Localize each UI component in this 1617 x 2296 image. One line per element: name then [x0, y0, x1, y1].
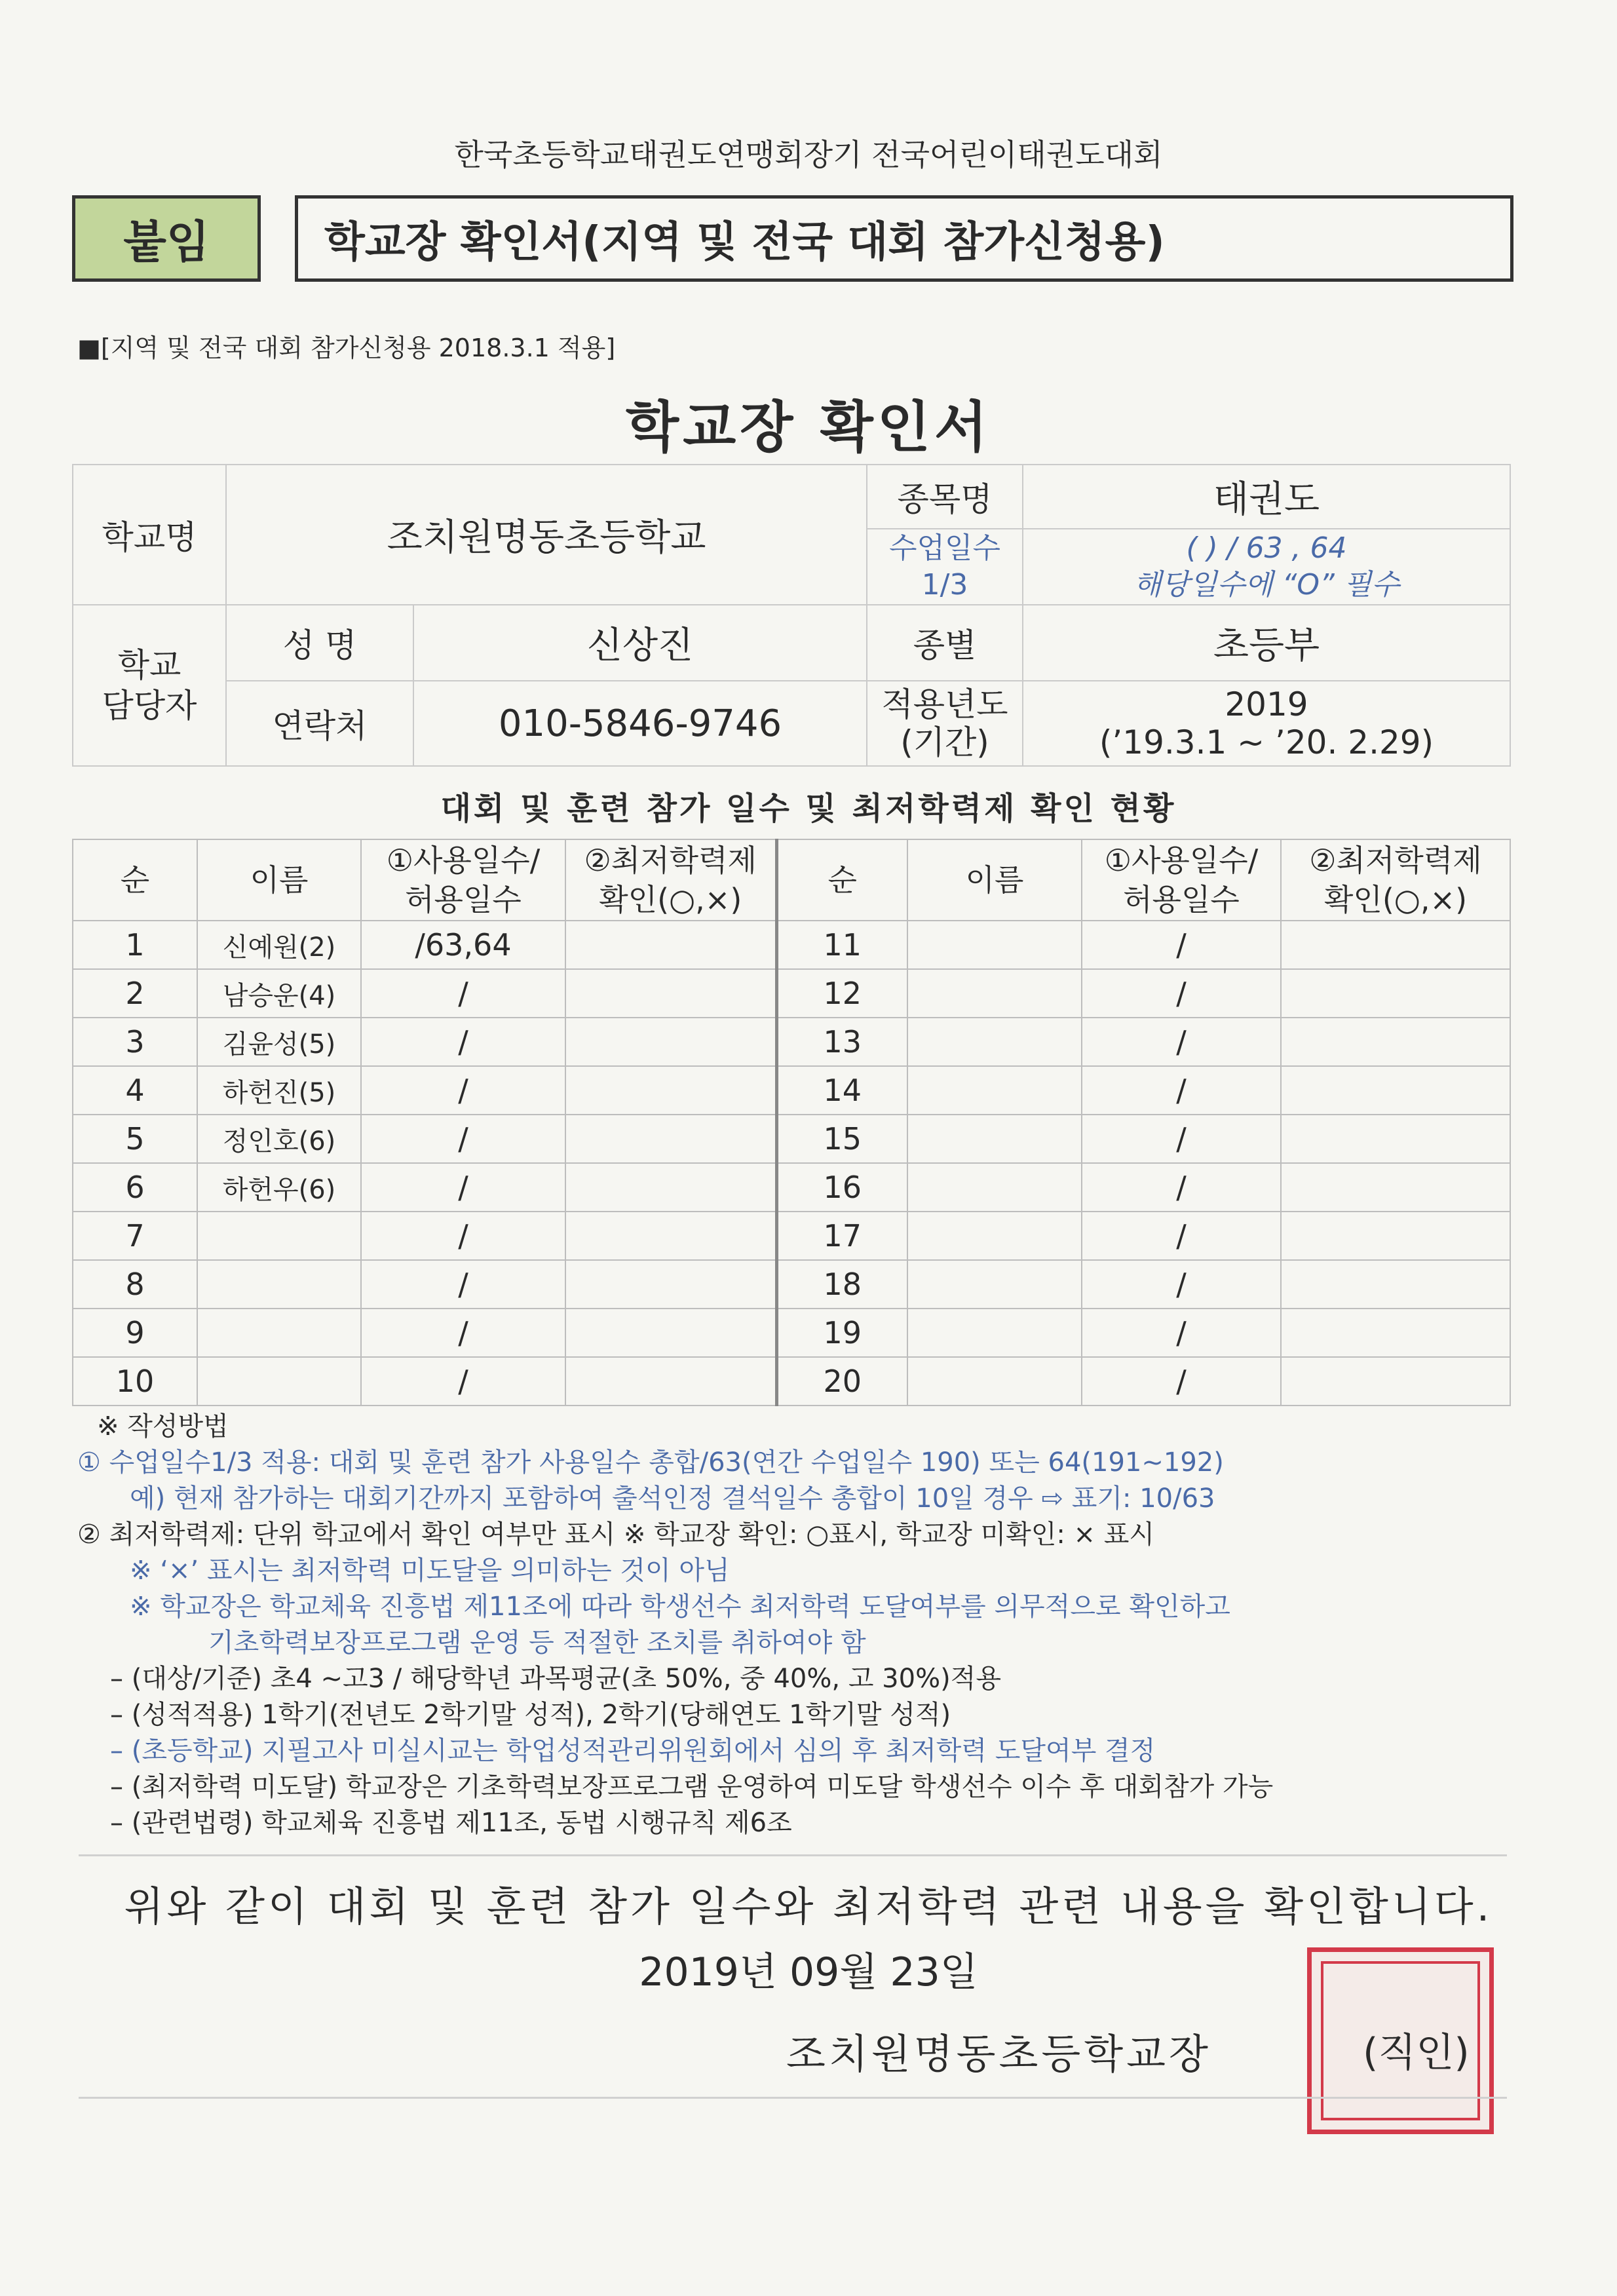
row-no: 4: [73, 1066, 197, 1115]
row-name-2: [907, 1212, 1082, 1260]
year-label-line2: (기간): [900, 723, 989, 761]
row-no-2: 15: [776, 1115, 907, 1163]
row-name: [197, 1260, 361, 1309]
row-no-2: 13: [776, 1018, 907, 1066]
header-check: [565, 839, 776, 921]
row-name: [197, 1357, 361, 1406]
row-no-2: 11: [776, 921, 907, 969]
note-d2: – (성적적용) 1학기(전년도 2학기말 성적), 2학기(당해연도 1학기말 성적): [110, 1700, 951, 1730]
header-check-line2: 확인(○,×): [599, 882, 742, 917]
row-name: 김윤성(5): [197, 1018, 361, 1066]
year-label-line1: 적용년도: [881, 685, 1008, 723]
row-days: /: [361, 1018, 565, 1066]
row-check-2: [1281, 969, 1510, 1018]
confirmation-statement: 위와 같이 대회 및 훈련 참가 일수와 최저학력 관련 내용을 확인합니다.: [124, 1883, 1493, 1930]
row-name-2: [907, 1260, 1082, 1309]
table-row: [73, 1115, 1510, 1163]
row-no: 5: [73, 1115, 197, 1163]
row-check-2: [1281, 1115, 1510, 1163]
row-name-2: [907, 1357, 1082, 1406]
divider: [79, 1854, 1507, 1856]
row-check-2: [1281, 921, 1510, 969]
signer: 조치원명동초등학교장: [786, 2030, 1211, 2078]
manager-name-label: 성 명: [226, 605, 413, 681]
row-days: /: [361, 1260, 565, 1309]
row-days: /: [361, 1212, 565, 1260]
header-no: 순: [73, 839, 197, 921]
date: 2019년 09월 23일: [639, 1949, 978, 1995]
sub-note: ■[지역 및 전국 대회 참가신청용 2018.3.1 적용]: [77, 334, 616, 362]
row-name: 남승운(4): [197, 969, 361, 1018]
row-no: 8: [73, 1260, 197, 1309]
row-no: 1: [73, 921, 197, 969]
divider-bottom: [79, 2097, 1507, 2099]
row-name: 신예원(2): [197, 921, 361, 969]
row-no-2: 12: [776, 969, 907, 1018]
note-2a: ② 최저학력제: 단위 학교에서 확인 여부만 표시 ※ 학교장 확인: ○표시, 학교장 미확인: × 표시: [77, 1520, 1155, 1550]
manager-label-line2: 담당자: [102, 687, 197, 725]
row-no: 3: [73, 1018, 197, 1066]
year-value-line2: (’19.3.1 ~ ’20. 2.29): [1099, 723, 1434, 761]
row-check-2: [1281, 1309, 1510, 1357]
row-name-2: [907, 1115, 1082, 1163]
row-no-2: 18: [776, 1260, 907, 1309]
row-days: /: [361, 969, 565, 1018]
row-days-2: /: [1082, 1212, 1281, 1260]
note-d4: – (최저학력 미도달) 학교장은 기초학력보장프로그램 운영하여 미도달 학생선수 이수 후 대회참가 가능: [110, 1772, 1274, 1802]
note-d1: – (대상/기준) 초4 ~고3 / 해당학년 과목평균(초 50%, 중 40%, 고 30%)적용: [110, 1664, 1001, 1694]
row-days-2: /: [1082, 1260, 1281, 1309]
row-check: [565, 1212, 776, 1260]
row-no: 10: [73, 1357, 197, 1406]
seal-mark: (직인): [1363, 2030, 1470, 2076]
row-check-2: [1281, 1357, 1510, 1406]
table-row: [73, 969, 1510, 1018]
header-check-line1: ②최저학력제: [584, 843, 757, 878]
note-2b: ※ ‘×’ 표시는 최저학력 미도달을 의미하는 것이 아님: [130, 1556, 730, 1586]
sport-label: 종목명: [867, 465, 1023, 529]
table-row: [73, 1018, 1510, 1066]
row-check: [565, 1018, 776, 1066]
row-days: /: [361, 1115, 565, 1163]
row-days: /: [361, 1066, 565, 1115]
row-days-2: /: [1082, 1357, 1281, 1406]
row-check: [565, 1066, 776, 1115]
class-days-value: [1023, 529, 1510, 605]
row-no: 9: [73, 1309, 197, 1357]
row-name-2: [907, 1309, 1082, 1357]
row-days-2: /: [1082, 1066, 1281, 1115]
participation-table: [72, 839, 1511, 1406]
header-days-2-line2: 허용일수: [1123, 882, 1240, 917]
header-no-2: 순: [776, 839, 907, 921]
row-check: [565, 1357, 776, 1406]
note-d3: – (초등학교) 지필고사 미실시교는 학업성적관리위원회에서 심의 후 최저학력 도달여부 결정: [110, 1736, 1156, 1766]
row-check: [565, 1163, 776, 1212]
manager-name-value: 신상진: [413, 605, 867, 681]
attachment-tag: 붙임: [72, 195, 261, 282]
row-name: 정인호(6): [197, 1115, 361, 1163]
note-2c: ※ 학교장은 학교체육 진흥법 제11조에 따라 학생선수 최저학력 도달여부를 의무적으로 확인하고: [130, 1592, 1230, 1622]
instructions: [77, 1409, 1551, 1841]
header-name: 이름: [197, 839, 361, 921]
row-days-2: /: [1082, 1309, 1281, 1357]
table-row: [73, 1212, 1510, 1260]
row-no-2: 14: [776, 1066, 907, 1115]
school-name-label: 학교명: [73, 465, 226, 605]
row-days-2: /: [1082, 921, 1281, 969]
row-no: 2: [73, 969, 197, 1018]
contact-value: 010-5846-9746: [413, 681, 867, 766]
header-days-2-line1: ①사용일수/: [1104, 843, 1259, 878]
row-check: [565, 969, 776, 1018]
row-check-2: [1281, 1212, 1510, 1260]
category-label: 종별: [867, 605, 1023, 681]
contact-label: 연락처: [226, 681, 413, 766]
row-check: [565, 1260, 776, 1309]
table-row: [73, 1066, 1510, 1115]
year-label: [867, 681, 1023, 766]
row-no-2: 16: [776, 1163, 907, 1212]
row-name-2: [907, 921, 1082, 969]
table-row: [73, 1260, 1510, 1309]
row-days: /: [361, 1357, 565, 1406]
note-1a: ① 수업일수1/3 적용: 대회 및 훈련 참가 사용일수 총합/63(연간 수업일수 190) 또는 64(191~192): [77, 1447, 1224, 1478]
class-days-label: [867, 529, 1023, 605]
header-days: [361, 839, 565, 921]
row-days: /: [361, 1163, 565, 1212]
document-heading: 학교장 확인서: [625, 395, 992, 459]
class-days-value-line1: ( ) / 63 , 64: [1186, 531, 1347, 565]
row-name-2: [907, 1163, 1082, 1212]
year-value: [1023, 681, 1510, 766]
form-title: 학교장 확인서(지역 및 전국 대회 참가신청용): [295, 195, 1513, 282]
row-no: 7: [73, 1212, 197, 1260]
event-title: 한국초등학교태권도연맹회장기 전국어린이태권도대회: [454, 137, 1163, 172]
header-check-2-line1: ②최저학력제: [1309, 843, 1482, 878]
row-check-2: [1281, 1018, 1510, 1066]
row-days-2: /: [1082, 1115, 1281, 1163]
header-name-2: 이름: [907, 839, 1082, 921]
row-check: [565, 1309, 776, 1357]
header-check-2: [1281, 839, 1510, 921]
note-d5: – (관련법령) 학교체육 진흥법 제11조, 동법 시행규칙 제6조: [110, 1808, 792, 1838]
row-check-2: [1281, 1163, 1510, 1212]
row-days-2: /: [1082, 1018, 1281, 1066]
header-check-2-line2: 확인(○,×): [1323, 882, 1468, 917]
row-check: [565, 921, 776, 969]
row-name-2: [907, 1066, 1082, 1115]
row-no-2: 19: [776, 1309, 907, 1357]
category-value: 초등부: [1023, 605, 1510, 681]
sport-value: 태권도: [1023, 465, 1510, 529]
year-value-line1: 2019: [1225, 685, 1308, 723]
row-name-2: [907, 1018, 1082, 1066]
row-name: [197, 1212, 361, 1260]
table-row: [73, 1309, 1510, 1357]
row-days-2: /: [1082, 969, 1281, 1018]
row-no-2: 17: [776, 1212, 907, 1260]
class-days-label-line2: 1/3: [921, 568, 968, 602]
header-days-line1: ①사용일수/: [386, 843, 541, 878]
row-name-2: [907, 969, 1082, 1018]
status-title: 대회 및 훈련 참가 일수 및 최저학력제 확인 현황: [440, 790, 1177, 827]
row-no-2: 20: [776, 1357, 907, 1406]
header-days-2: [1082, 839, 1281, 921]
note-2d: 기초학력보장프로그램 운영 등 적절한 조치를 취하여야 함: [208, 1628, 866, 1658]
row-days-2: /: [1082, 1163, 1281, 1212]
table-row: [73, 1163, 1510, 1212]
row-no: 6: [73, 1163, 197, 1212]
class-days-value-line2: 해당일수에 “O” 필수: [1133, 568, 1399, 602]
school-name-value: 조치원명동초등학교: [226, 465, 867, 605]
notes-heading: ※ 작성방법: [97, 1411, 229, 1442]
manager-label-line1: 학교: [117, 646, 181, 684]
class-days-label-line1: 수업일수: [888, 531, 1000, 565]
manager-label: [73, 605, 226, 766]
row-name: 하헌우(6): [197, 1163, 361, 1212]
table-row: [73, 921, 1510, 969]
school-info-table: [72, 464, 1511, 767]
row-check: [565, 1115, 776, 1163]
row-name: 하헌진(5): [197, 1066, 361, 1115]
note-1b: 예) 현재 참가하는 대회기간까지 포함하여 출석인정 결석일수 총합이 10일 경우 ⇨ 표기: 10/63: [130, 1483, 1215, 1514]
table-row: [73, 1357, 1510, 1406]
row-days: /: [361, 1309, 565, 1357]
row-check-2: [1281, 1260, 1510, 1309]
row-days: /63,64: [361, 921, 565, 969]
row-check-2: [1281, 1066, 1510, 1115]
row-name: [197, 1309, 361, 1357]
header-days-line2: 허용일수: [405, 882, 522, 917]
